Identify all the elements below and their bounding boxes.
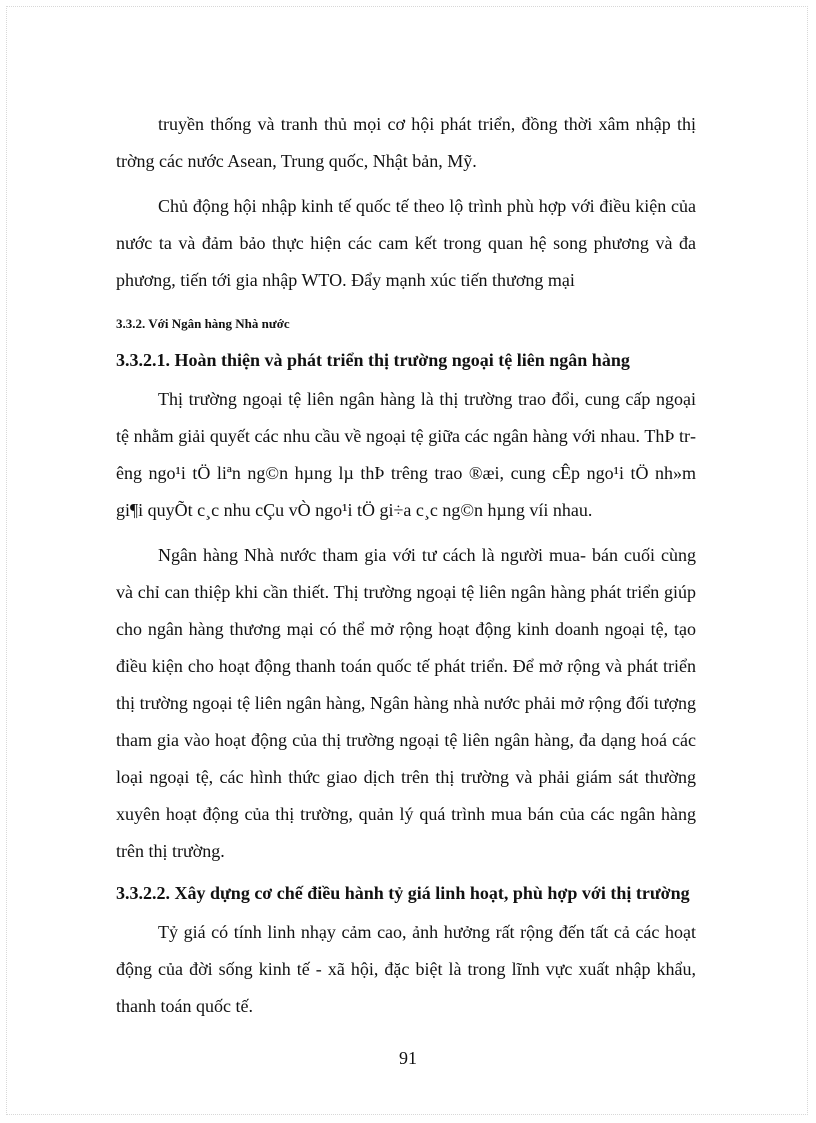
paragraph-state-bank-role: Ngân hàng Nhà nước tham gia với tư cách là người mua- bán cuối cùng và chỉ can thiệp khi cần thiết. Thị trường ngoại tệ liên ngân hàng phát triển giúp cho ngân hàng thương mại có thể mở rộng hoạt động kinh doanh ngoại tệ, tạo điều kiện cho hoạt động thanh toán quốc tế phát triển. Để mở rộng và phát triển thị trường ngoại tệ liên ngân hàng, Ngân hàng nhà nước phải mở rộng đối tượng tham gia vào hoạt động của thị trường ngoại tệ liên ngân hàng, đa dạng hoá các loại ngoại tệ, các hình thức giao dịch trên thị trường và phải giám sát thường xuyên hoạt động của thị trường, quản lý quá trình mua bán của các ngân hàng trên thị trường. bbox=[116, 545, 696, 861]
subsection-heading-3321: 3.3.2.1. Hoàn thiện và phát triển thị trường ngoại tệ liên ngân hàng bbox=[116, 350, 630, 370]
subsection-heading-3322: 3.3.2.2. Xây dựng cơ chế điều hành tỷ giá linh hoạt, phù hợp với thị trường bbox=[116, 883, 690, 903]
section-heading-332: 3.3.2. Với Ngân hàng Nhà nước bbox=[116, 316, 290, 331]
paragraph-integration: Chủ động hội nhập kinh tế quốc tế theo lộ trình phù hợp với điều kiện của nước ta và đảm bảo thực hiện các cam kết trong quan hệ song phương và đa phương, tiến tới gia nhập WTO. Đẩy mạnh xúc tiến thương mại bbox=[116, 196, 696, 290]
document-body bbox=[116, 106, 696, 1033]
paragraph-interbank-market: Thị trường ngoại tệ liên ngân hàng là thị trường trao đổi, cung cấp ngoại tệ nhằm giải quyết các nhu cầu về ngoại tệ giữa các ngân hàng với nhau. ThÞ trêng ngo¹i tÖ liªn ng©n hµng lµ thÞ trêng trao ®æi, cung cÊp ngo¹i tÖ nh»m gi¶i quyÕt c¸c nhu cÇu vÒ ngo¹i tÖ gi÷a c¸c ng©n hµng víi nhau. bbox=[116, 389, 696, 520]
paragraph-continuation: truyền thống và tranh thủ mọi cơ hội phát triển, đồng thời xâm nhập thị trờng các nước Asean, Trung quốc, Nhật bản, Mỹ. bbox=[116, 114, 696, 171]
page-number: 91 bbox=[399, 1048, 417, 1068]
paragraph-exchange-rate: Tỷ giá có tính linh nhạy cảm cao, ảnh hưởng rất rộng đến tất cả các hoạt động của đời sống kinh tế - xã hội, đặc biệt là trong lĩnh vực xuất nhập khẩu, thanh toán quốc tế. bbox=[116, 922, 696, 1016]
